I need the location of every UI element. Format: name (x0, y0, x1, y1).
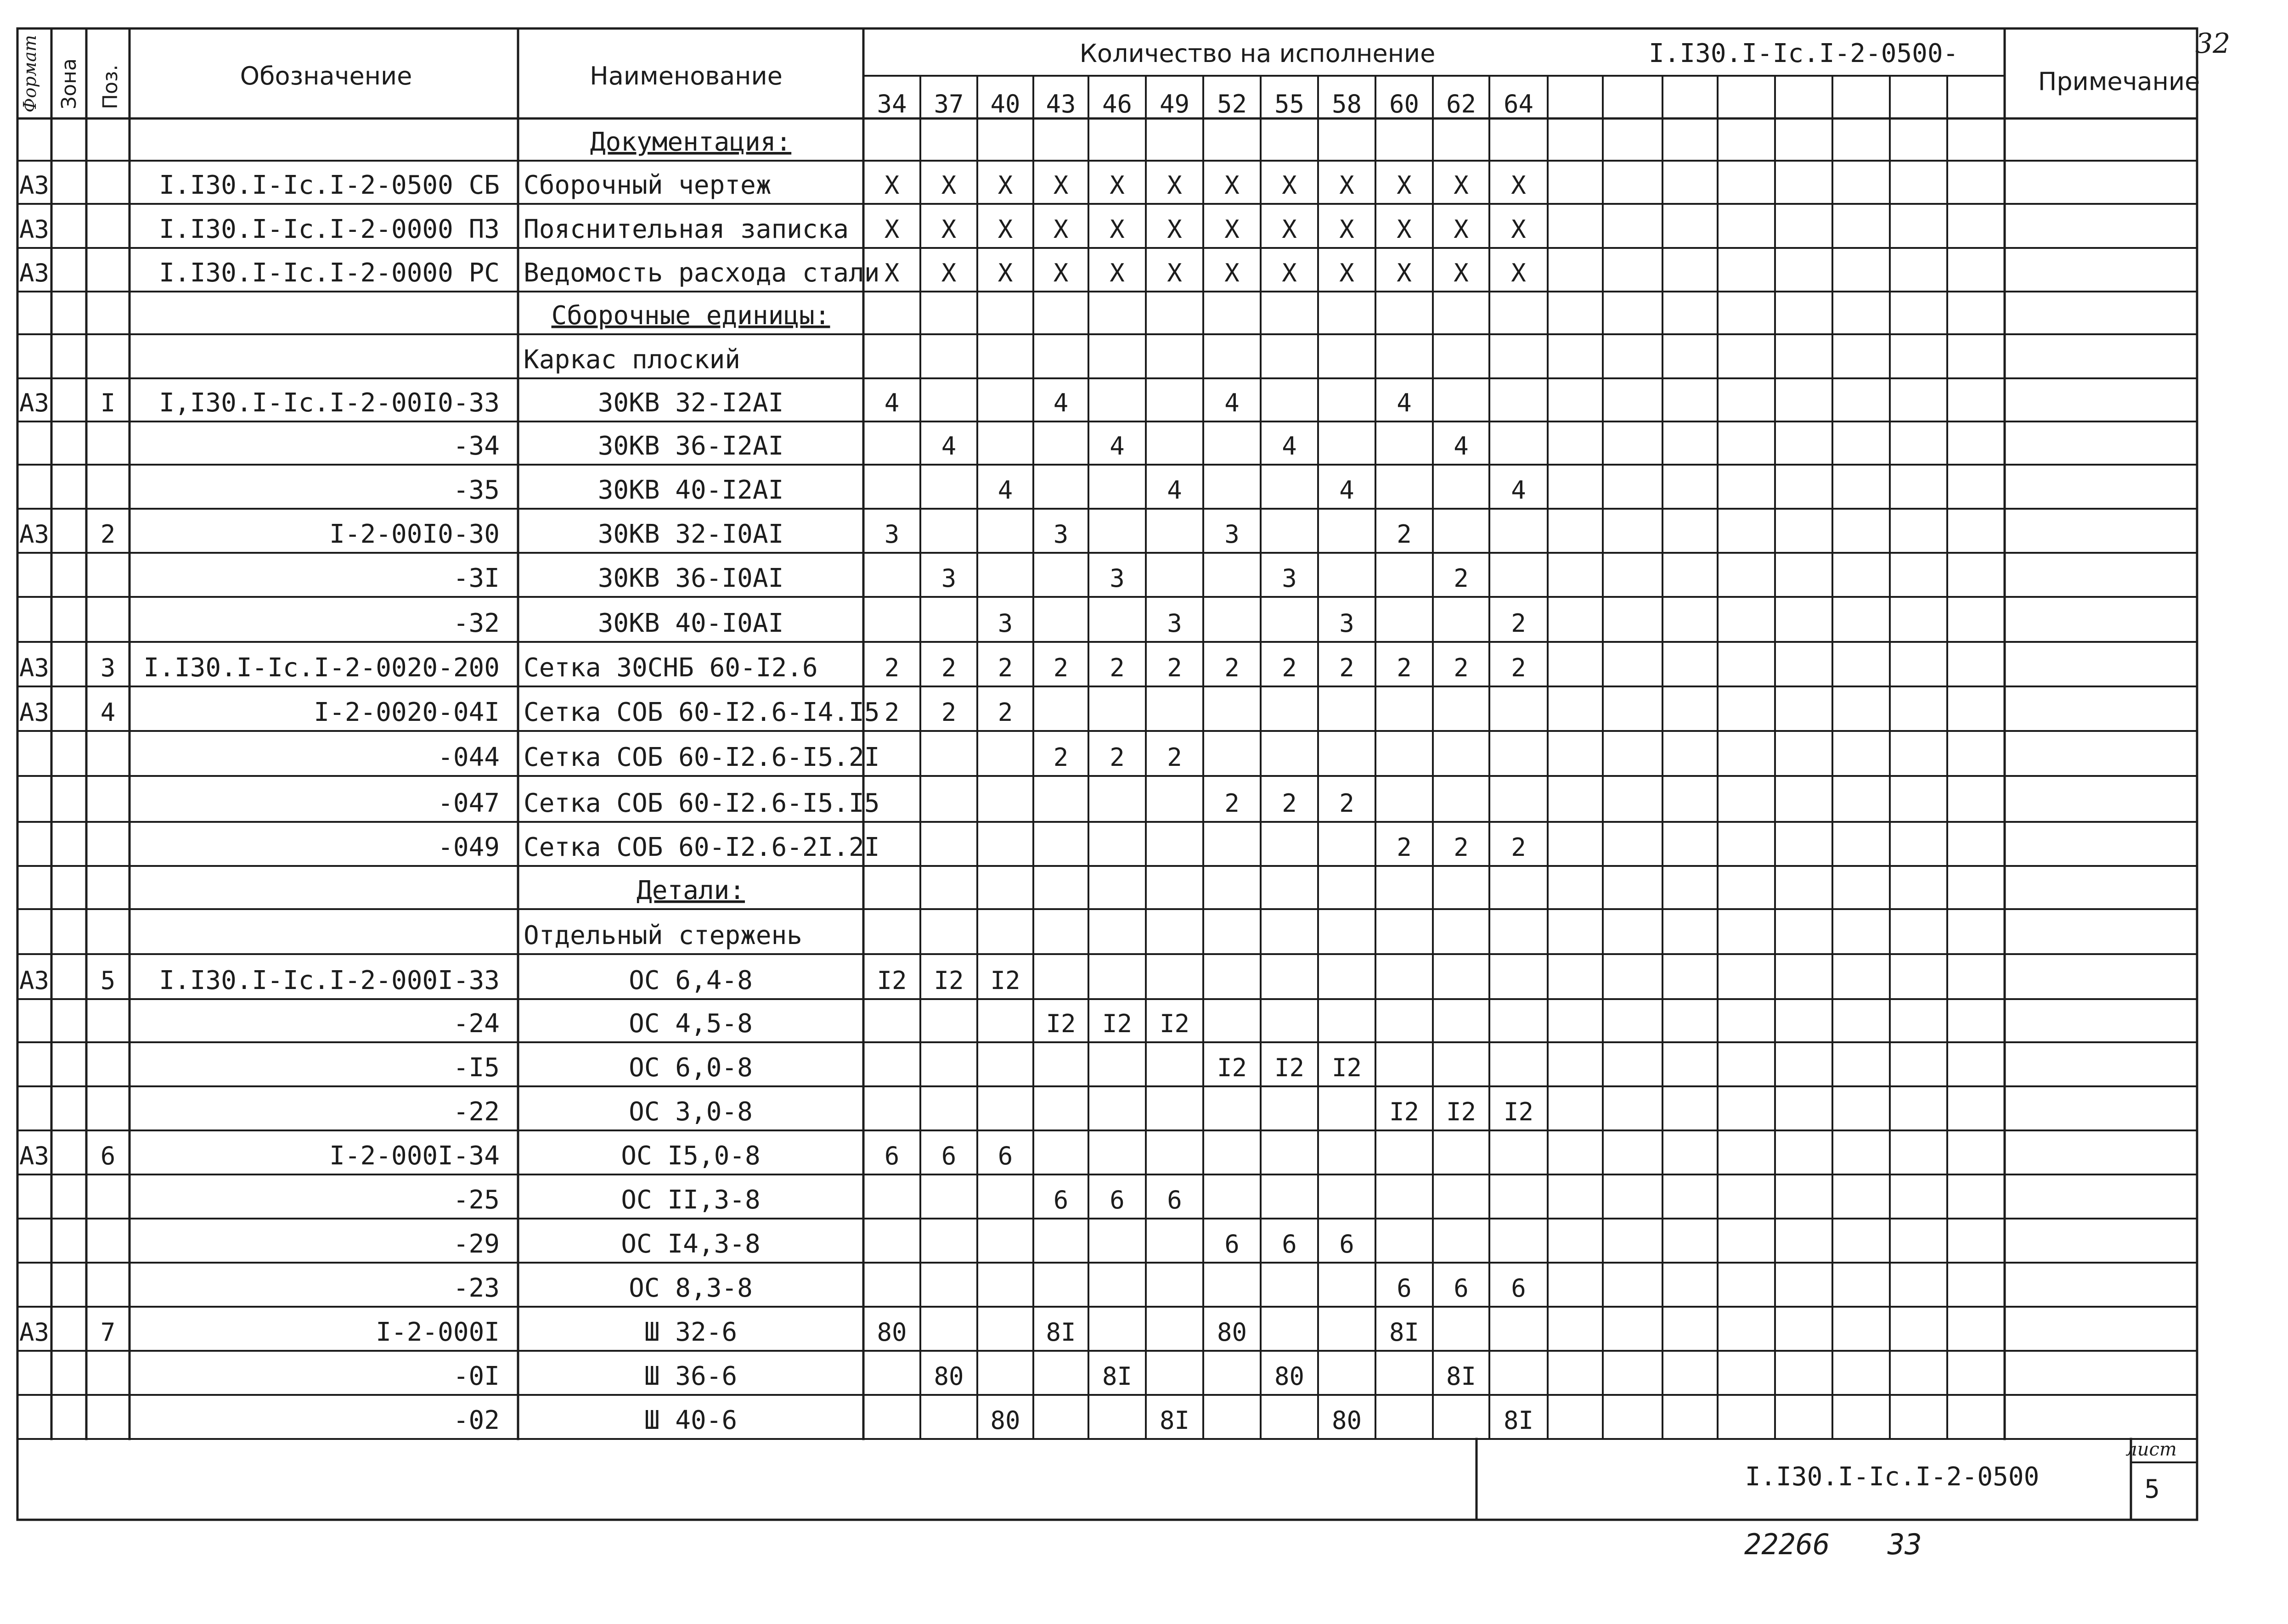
execution-number: 43 (1046, 90, 1076, 118)
quantity-cell: 6 (997, 1141, 1013, 1170)
quantity-cell: X (1053, 258, 1069, 287)
quantity-cell: 2 (1053, 653, 1069, 682)
zone-cell: 2 (100, 520, 116, 549)
name-cell: Ш 40-6 (644, 1405, 738, 1435)
designation-cell: I.I30.I-Ic.I-2-0020-200 (143, 653, 500, 683)
footer-doc-code: I.I30.I-Ic.I-2-0500 (1745, 1462, 2040, 1492)
quantity-cell: I2 (1389, 1097, 1420, 1126)
name-cell: ОС 4,5-8 (629, 1009, 753, 1039)
quantity-cell: X (1511, 171, 1526, 200)
designation-cell: -049 (438, 832, 500, 862)
quantity-cell: 3 (1339, 609, 1354, 638)
quantity-cell: X (1511, 258, 1526, 287)
designation-cell: I,I30.I-Ic.I-2-00I0-33 (159, 388, 500, 418)
quantity-cell: 2 (1339, 789, 1354, 818)
quantity-cell: 4 (884, 388, 900, 417)
execution-number: 55 (1274, 90, 1305, 118)
quantity-cell: I2 (1446, 1097, 1476, 1126)
quantity-cell: I2 (990, 966, 1020, 995)
header-zone-label: Зона (57, 58, 81, 109)
name-cell: Пояснительная записка (524, 214, 849, 244)
header-note-label: Примечание (2038, 67, 2200, 96)
name-cell: ОС 6,0-8 (629, 1053, 753, 1083)
quantity-cell: X (1110, 258, 1125, 287)
name-cell: ОС 8,3-8 (629, 1273, 753, 1303)
zone-cell: 3 (100, 653, 116, 682)
quantity-cell: I2 (877, 966, 907, 995)
designation-cell: I-2-000I (376, 1317, 500, 1347)
execution-number: 52 (1217, 90, 1247, 118)
designation-cell: -047 (438, 788, 500, 818)
name-cell: Сетка СОБ 60-I2.6-I4.I5 (524, 697, 880, 727)
name-cell: ОС 6,4-8 (629, 966, 753, 995)
header-pos-label: Поз. (99, 64, 122, 109)
quantity-cell: X (1397, 258, 1412, 287)
quantity-cell: X (1339, 215, 1354, 244)
quantity-cell: X (1224, 171, 1240, 200)
designation-cell: -35 (453, 475, 500, 505)
name-cell: 30КВ 36-I0АI (597, 563, 784, 593)
quantity-cell: 2 (1110, 743, 1125, 772)
quantity-cell: 3 (1282, 564, 1297, 593)
footer-sheet-label: лист (2125, 1439, 2177, 1460)
quantity-cell: I2 (1046, 1009, 1076, 1038)
name-cell: Сборочный чертеж (524, 170, 772, 200)
quantity-cell: 6 (1282, 1230, 1297, 1259)
quantity-cell: 8I (1159, 1406, 1190, 1435)
quantity-cell: 2 (1339, 653, 1354, 682)
quantity-cell: X (1167, 258, 1182, 287)
quantity-cell: I2 (1217, 1053, 1247, 1082)
designation-cell: -34 (453, 431, 500, 461)
quantity-cell: 2 (997, 653, 1013, 682)
quantity-cell: 2 (1397, 520, 1412, 549)
quantity-cell: 4 (997, 476, 1013, 505)
format-cell: А3 (19, 258, 50, 287)
quantity-cell: 6 (1511, 1274, 1526, 1303)
name-cell: Сетка СОБ 60-I2.6-I5.I5 (524, 788, 880, 818)
table-grid (17, 28, 2197, 1520)
zone-cell: 7 (100, 1318, 116, 1347)
quantity-cell: 2 (1511, 833, 1526, 862)
quantity-cell: 2 (1511, 609, 1526, 638)
designation-cell: -23 (453, 1273, 500, 1303)
header-format-label: Формат (20, 35, 40, 112)
format-cell: А3 (19, 520, 50, 549)
quantity-cell: X (941, 258, 957, 287)
quantity-cell: X (1110, 215, 1125, 244)
execution-number: 60 (1389, 90, 1420, 118)
name-cell: Каркас плоский (524, 345, 741, 375)
quantity-cell: 80 (877, 1318, 907, 1347)
quantity-cell: X (1053, 215, 1069, 244)
quantity-cell: 4 (941, 432, 957, 461)
quantity-cell: 2 (1454, 564, 1469, 593)
quantity-cell: 4 (1110, 432, 1125, 461)
quantity-cell: 80 (990, 1406, 1020, 1435)
quantity-cell: 4 (1282, 432, 1297, 461)
execution-number: 58 (1331, 90, 1362, 118)
quantity-cell: 8I (1102, 1362, 1133, 1391)
name-cell: 30КВ 40-I2АI (597, 475, 784, 505)
quantity-cell: X (1053, 171, 1069, 200)
name-cell: Ш 36-6 (644, 1361, 738, 1391)
quantity-cell: X (1339, 258, 1354, 287)
quantity-cell: 2 (1110, 653, 1125, 682)
quantity-cell: X (1454, 258, 1469, 287)
quantity-cell: 8I (1046, 1318, 1076, 1347)
execution-number: 37 (934, 90, 964, 118)
quantity-cell: X (997, 171, 1013, 200)
header-designation-label: Обозначение (240, 62, 412, 90)
quantity-cell: I2 (1159, 1009, 1190, 1038)
designation-cell: I.I30.I-Ic.I-2-000I-33 (159, 966, 500, 995)
designation-cell: -02 (453, 1405, 500, 1435)
quantity-cell: 3 (1224, 520, 1240, 549)
quantity-cell: 4 (1397, 388, 1412, 417)
format-cell: А3 (19, 388, 50, 417)
name-cell: ОС II,3-8 (621, 1185, 761, 1215)
designation-cell: -0I (453, 1361, 500, 1391)
page-mark: 32 (2195, 28, 2231, 60)
designation-cell: -29 (453, 1229, 500, 1259)
execution-number: 40 (990, 90, 1020, 118)
header-base-designation: I.I30.I-Ic.I-2-0500- (1649, 39, 1959, 68)
quantity-cell: 2 (941, 698, 957, 727)
quantity-cell: 2 (997, 698, 1013, 727)
name-cell: Ведомость расхода стали (524, 258, 880, 288)
quantity-cell: X (884, 215, 900, 244)
stamp-number: 22266 (1744, 1528, 1830, 1561)
execution-number: 64 (1503, 90, 1534, 118)
designation-cell: -25 (453, 1185, 500, 1215)
quantity-cell: 2 (1282, 789, 1297, 818)
quantity-cell: 3 (997, 609, 1013, 638)
format-cell: А3 (19, 1318, 50, 1347)
zone-cell: 5 (100, 966, 116, 995)
quantity-cell: X (1511, 215, 1526, 244)
quantity-cell: 80 (1217, 1318, 1247, 1347)
quantity-cell: 6 (1167, 1186, 1182, 1214)
quantity-cell: X (1167, 215, 1182, 244)
section-title: Документация: (590, 127, 792, 157)
designation-cell: I-2-0020-04I (314, 697, 500, 727)
name-cell: 30КВ 32-I2АI (597, 388, 784, 418)
quantity-cell: 6 (1110, 1186, 1125, 1214)
quantity-cell: X (941, 171, 957, 200)
quantity-cell: I2 (1331, 1053, 1362, 1082)
quantity-cell: 4 (1224, 388, 1240, 417)
quantity-cell: I2 (934, 966, 964, 995)
name-cell: Ш 32-6 (644, 1317, 738, 1347)
quantity-cell: 2 (1053, 743, 1069, 772)
quantity-cell: X (1397, 215, 1412, 244)
quantity-cell: 2 (1224, 789, 1240, 818)
quantity-cell: 2 (884, 653, 900, 682)
quantity-cell: X (1224, 258, 1240, 287)
quantity-cell: X (1110, 171, 1125, 200)
quantity-cell: X (997, 258, 1013, 287)
designation-cell: I.I30.I-Ic.I-2-0000 РС (159, 258, 500, 288)
quantity-cell: 2 (1397, 653, 1412, 682)
quantity-cell: 6 (1053, 1186, 1069, 1214)
name-cell: 30КВ 40-I0АI (597, 608, 784, 638)
zone-cell: I (100, 388, 116, 417)
quantity-cell: X (884, 258, 900, 287)
section-title: Детали: (636, 876, 745, 905)
quantity-cell: 2 (941, 653, 957, 682)
quantity-cell: X (1454, 215, 1469, 244)
header-quantity-label: Количество на исполнение (1079, 39, 1436, 68)
quantity-cell: I2 (1503, 1097, 1534, 1126)
quantity-cell: 80 (934, 1362, 964, 1391)
quantity-cell: X (1167, 171, 1182, 200)
quantity-cell: 6 (884, 1141, 900, 1170)
designation-cell: -32 (453, 608, 500, 638)
quantity-cell: 3 (1053, 520, 1069, 549)
format-cell: А3 (19, 215, 50, 244)
quantity-cell: X (1224, 215, 1240, 244)
name-cell: Отдельный стержень (524, 921, 802, 950)
designation-cell: I.I30.I-Ic.I-2-0000 П3 (159, 214, 500, 244)
designation-cell: -24 (453, 1009, 500, 1039)
zone-cell: 4 (100, 698, 116, 727)
format-cell: А3 (19, 698, 50, 727)
execution-number: 49 (1159, 90, 1190, 118)
quantity-cell: 3 (1167, 609, 1182, 638)
designation-cell: I.I30.I-Ic.I-2-0500 СБ (159, 170, 500, 200)
designation-cell: -22 (453, 1097, 500, 1127)
quantity-cell: 3 (941, 564, 957, 593)
execution-number: 46 (1102, 90, 1133, 118)
quantity-cell: 8I (1446, 1362, 1476, 1391)
quantity-cell: 2 (1511, 653, 1526, 682)
quantity-cell: X (941, 215, 957, 244)
quantity-cell: X (1282, 171, 1297, 200)
execution-number: 62 (1446, 90, 1476, 118)
quantity-cell: 6 (1397, 1274, 1412, 1303)
quantity-cell: 4 (1511, 476, 1526, 505)
quantity-cell: 2 (1454, 653, 1469, 682)
designation-cell: -I5 (453, 1053, 500, 1083)
quantity-cell: 80 (1331, 1406, 1362, 1435)
quantity-cell: X (1282, 258, 1297, 287)
quantity-cell: 8I (1389, 1318, 1420, 1347)
designation-cell: I-2-00I0-30 (329, 519, 500, 549)
designation-cell: I-2-000I-34 (329, 1141, 500, 1171)
name-cell: ОС 3,0-8 (629, 1097, 753, 1127)
name-cell: Сетка СОБ 60-I2.6-I5.2I (524, 742, 880, 772)
quantity-cell: X (1454, 171, 1469, 200)
format-cell: А3 (19, 653, 50, 682)
execution-number: 34 (877, 90, 907, 118)
name-cell: ОС I4,3-8 (621, 1229, 761, 1259)
quantity-cell: 6 (1224, 1230, 1240, 1259)
stamp-page: 33 (1888, 1528, 1922, 1561)
quantity-cell: I2 (1102, 1009, 1133, 1038)
format-cell: А3 (19, 1141, 50, 1170)
quantity-cell: 3 (884, 520, 900, 549)
quantity-cell: X (1282, 215, 1297, 244)
quantity-cell: 2 (1224, 653, 1240, 682)
designation-cell: -3I (453, 563, 500, 593)
quantity-cell: 4 (1454, 432, 1469, 461)
quantity-cell: 4 (1339, 476, 1354, 505)
quantity-cell: X (1397, 171, 1412, 200)
name-cell: Сетка 30СНБ 60-I2.6 (524, 653, 818, 683)
format-cell: А3 (19, 966, 50, 995)
quantity-cell: 6 (1339, 1230, 1354, 1259)
header-name-label: Наименование (590, 62, 783, 90)
quantity-cell: 2 (1454, 833, 1469, 862)
name-cell: Сетка СОБ 60-I2.6-2I.2I (524, 832, 880, 862)
format-cell: А3 (19, 171, 50, 200)
name-cell: 30КВ 36-I2АI (597, 431, 784, 461)
quantity-cell: 6 (1454, 1274, 1469, 1303)
quantity-cell: 4 (1053, 388, 1069, 417)
designation-cell: -044 (438, 742, 500, 772)
quantity-cell: 2 (1282, 653, 1297, 682)
quantity-cell: 2 (884, 698, 900, 727)
quantity-cell: X (884, 171, 900, 200)
name-cell: ОС I5,0-8 (621, 1141, 761, 1171)
quantity-cell: 2 (1167, 653, 1182, 682)
quantity-cell: 2 (1167, 743, 1182, 772)
quantity-cell: 6 (941, 1141, 957, 1170)
quantity-cell: 2 (1397, 833, 1412, 862)
quantity-cell: 80 (1274, 1362, 1305, 1391)
footer-sheet-number: 5 (2144, 1474, 2160, 1504)
quantity-cell: I2 (1274, 1053, 1305, 1082)
quantity-cell: X (1339, 171, 1354, 200)
quantity-cell: X (997, 215, 1013, 244)
zone-cell: 6 (100, 1141, 116, 1170)
section-title: Сборочные единицы: (551, 301, 830, 331)
quantity-cell: 8I (1503, 1406, 1534, 1435)
name-cell: 30КВ 32-I0АI (597, 519, 784, 549)
quantity-cell: 4 (1167, 476, 1182, 505)
quantity-cell: 3 (1110, 564, 1125, 593)
